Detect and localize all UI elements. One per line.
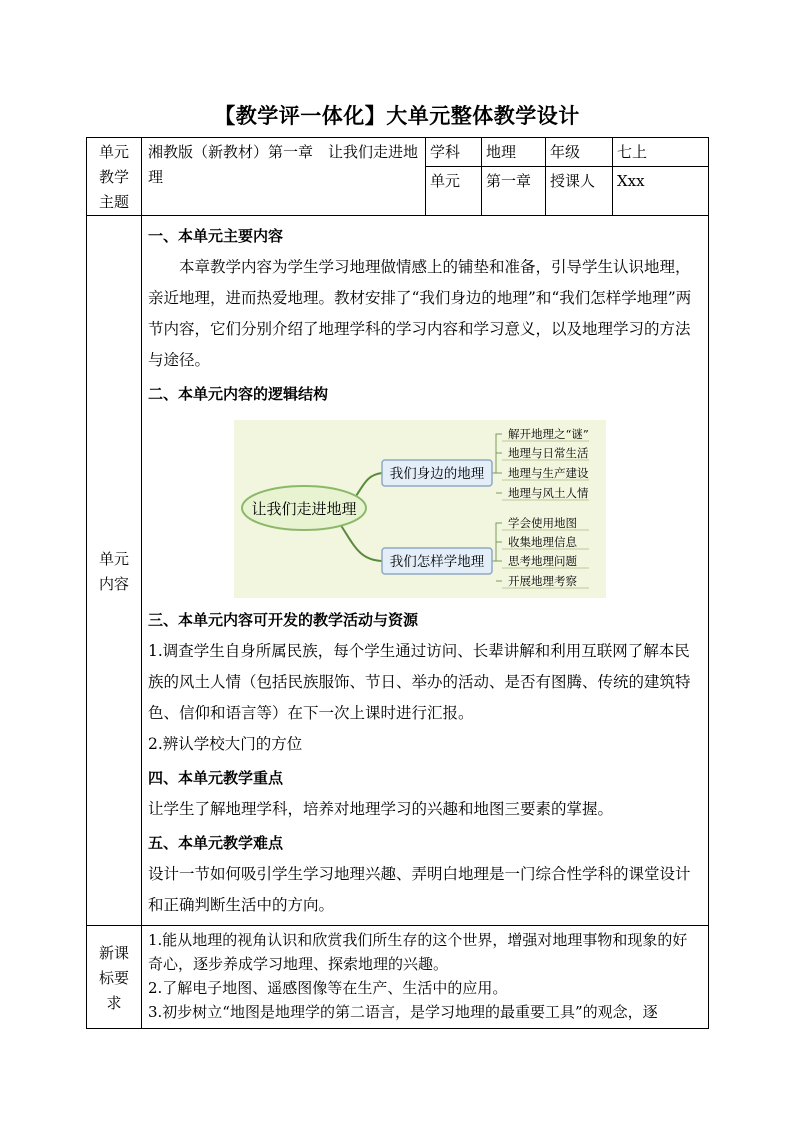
requirements-cell bbox=[142, 926, 709, 1029]
section-3-title: 三、本单元内容可开发的教学活动与资源 bbox=[148, 611, 419, 629]
subject-label: 学科 bbox=[426, 138, 482, 167]
section-1-text: 本章教学内容为学生学习地理做情感上的铺垫和准备，引导学生认识地理，亲近地理，进而热爱地理。教材安排了“我们身边的地理”和“我们怎样学地理”两节内容，它们分别介绍了地理学科的学习内容和学习意义，以及地理学习的方法与途径。 bbox=[148, 258, 692, 369]
leaf-2-4: 开展地理考察 bbox=[508, 574, 577, 588]
branch2-leaves bbox=[502, 516, 589, 588]
grade-value: 七上 bbox=[613, 138, 709, 167]
mind-map-svg bbox=[234, 420, 606, 598]
content-label-cell bbox=[87, 216, 142, 926]
leaf-2-1: 学会使用地图 bbox=[508, 516, 577, 530]
branch1-leaves bbox=[502, 427, 589, 500]
section-1-title: 一、本单元主要内容 bbox=[148, 227, 284, 245]
mind-map bbox=[234, 420, 606, 598]
unit-value: 第一章 bbox=[482, 167, 546, 216]
section-3-item-1: 1.调查学生自身所属民族，每个学生通过访问、长辈讲解和利用互联网了解本民族的风土人情（包括民族服饰、节日、举办的活动、是否有图腾、传统的建筑特色、信仰和语言等）在下一次上课时进行汇报。 bbox=[148, 642, 691, 722]
leaf-2-3: 思考地理问题 bbox=[508, 554, 577, 568]
leaf-1-1: 解开地理之“谜” bbox=[508, 427, 589, 441]
section-4-title: 四、本单元教学重点 bbox=[148, 769, 284, 787]
theme-label-cell bbox=[87, 138, 142, 216]
teacher-value: Xxx bbox=[613, 167, 709, 216]
branch2-label: 我们怎样学地理 bbox=[389, 554, 485, 570]
connector-root-branch2 bbox=[340, 524, 382, 561]
leaf-1-4: 地理与风土人情 bbox=[508, 486, 589, 500]
requirement-3: 3.初步树立“地图是地理学的第二语言，是学习地理的最重要工具”的观念，逐 bbox=[148, 1003, 658, 1021]
leaf-2-2: 收集地理信息 bbox=[508, 535, 577, 549]
connector-branch1-leaves bbox=[492, 434, 502, 493]
content-label: 单元内容 bbox=[98, 549, 129, 593]
section-3-item-2: 2.辨认学校大门的方位 bbox=[148, 735, 303, 753]
leaf-1-3: 地理与生产建设 bbox=[508, 466, 589, 480]
requirements-label: 新课标要求 bbox=[98, 943, 129, 1012]
section-5-title: 五、本单元教学难点 bbox=[148, 834, 284, 852]
branch1-label: 我们身边的地理 bbox=[389, 466, 485, 482]
root-label: 让我们走进地理 bbox=[251, 500, 357, 518]
design-table bbox=[86, 137, 709, 1029]
requirements-label-cell bbox=[87, 926, 142, 1029]
theme-value-cell bbox=[142, 138, 426, 216]
subject-value: 地理 bbox=[482, 138, 546, 167]
unit-label: 单元 bbox=[426, 167, 482, 216]
grade-label: 年级 bbox=[546, 138, 613, 167]
teacher-label: 授课人 bbox=[546, 167, 613, 216]
requirement-2: 2.了解电子地图、遥感图像等在生产、生活中的应用。 bbox=[148, 979, 508, 997]
content-cell bbox=[142, 216, 709, 926]
section-4-text: 让学生了解地理学科，培养对地理学习的兴趣和地图三要素的掌握。 bbox=[148, 800, 614, 818]
requirement-1: 1.能从地理的视角认识和欣赏我们所生存的这个世界，增强对地理事物和现象的好奇心，逐步养成学习地理、探索地理的兴趣。 bbox=[148, 931, 688, 973]
theme-label: 单元教学主题 bbox=[98, 143, 129, 211]
leaf-1-2: 地理与日常生活 bbox=[508, 446, 589, 460]
section-2-title: 二、本单元内容的逻辑结构 bbox=[148, 385, 329, 403]
page-title: 【教学评一体化】大单元整体教学设计 bbox=[214, 103, 580, 128]
theme-value: 湘教版（新教材）第一章 让我们走进地理 bbox=[148, 143, 419, 186]
connector-branch2-leaves bbox=[492, 523, 502, 581]
section-5-text: 设计一节如何吸引学生学习地理兴趣、弄明白地理是一门综合性学科的课堂设计和正确判断生活中的方向。 bbox=[148, 865, 691, 914]
